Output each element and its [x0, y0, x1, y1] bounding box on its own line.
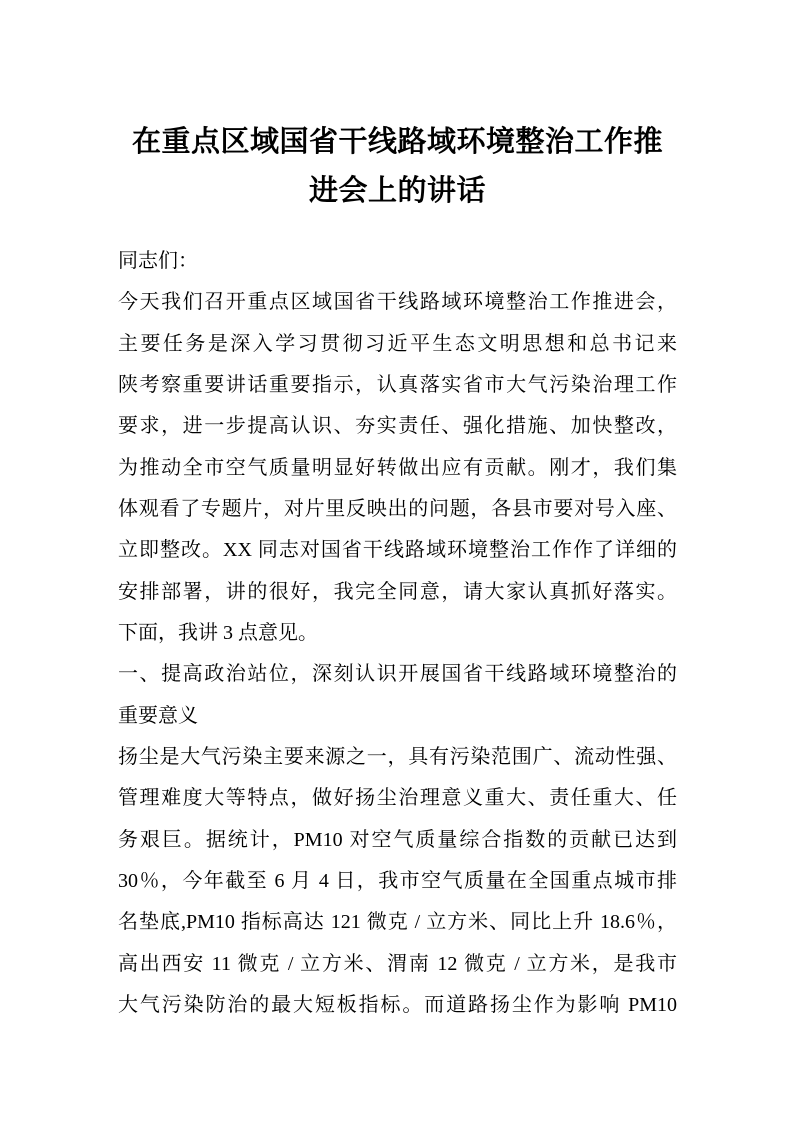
body-text-line: 主要任务是深入学习贯彻习近平生态文明思想和总书记来 — [118, 332, 677, 355]
body-text-line: 要求，进一步提高认识、夯实责任、强化措施、加快整改， — [118, 415, 677, 438]
document-body — [118, 241, 677, 1026]
body-text-line: 下面，我讲 3 点意见。 — [118, 621, 318, 644]
section-heading-line: 重要意义 — [118, 704, 198, 727]
title-line-2: 进会上的讲话 — [308, 175, 486, 207]
body-text-line: 体观看了专题片，对片里反映出的问题，各县市要对号入座、 — [118, 497, 677, 520]
title-line-1: 在重点区域国省干线路域环境整治工作推 — [131, 126, 663, 158]
body-text-line: 大气污染防治的最大短板指标。而道路扬尘作为影响 PM10 — [118, 993, 677, 1016]
body-text-line: 30％，今年截至 6 月 4 日，我市空气质量在全国重点城市排 — [118, 869, 677, 892]
body-text-line: 务艰巨。据统计，PM10 对空气质量综合指数的贡献已达到 — [118, 828, 677, 851]
body-text-line: 管理难度大等特点，做好扬尘治理意义重大、责任重大、任 — [118, 787, 677, 810]
body-text-line: 今天我们召开重点区域国省干线路域环境整治工作推进会， — [118, 291, 677, 314]
body-text-line: 立即整改。XX 同志对国省干线路域环境整治工作作了详细的 — [118, 539, 677, 562]
body-text-line: 扬尘是大气污染主要来源之一，具有污染范围广、流动性强、 — [118, 745, 677, 768]
section-heading-line: 一、提高政治站位，深刻认识开展国省干线路域环境整治的 — [118, 663, 677, 686]
body-text-line: 安排部署，讲的很好，我完全同意，请大家认真抓好落实。 — [118, 580, 677, 603]
body-text-line: 陕考察重要讲话重要指示，认真落实省市大气污染治理工作 — [118, 373, 677, 396]
salutation-line: 同志们： — [118, 250, 198, 272]
document-title — [118, 118, 677, 216]
body-text-line: 为推动全市空气质量明显好转做出应有贡献。刚才，我们集 — [118, 456, 677, 479]
body-text-line: 名垫底,PM10 指标高达 121 微克 / 立方米、同比上升 18.6％， — [118, 911, 677, 934]
body-text-line: 高出西安 11 微克 / 立方米、渭南 12 微克 / 立方米，是我市 — [118, 952, 677, 975]
